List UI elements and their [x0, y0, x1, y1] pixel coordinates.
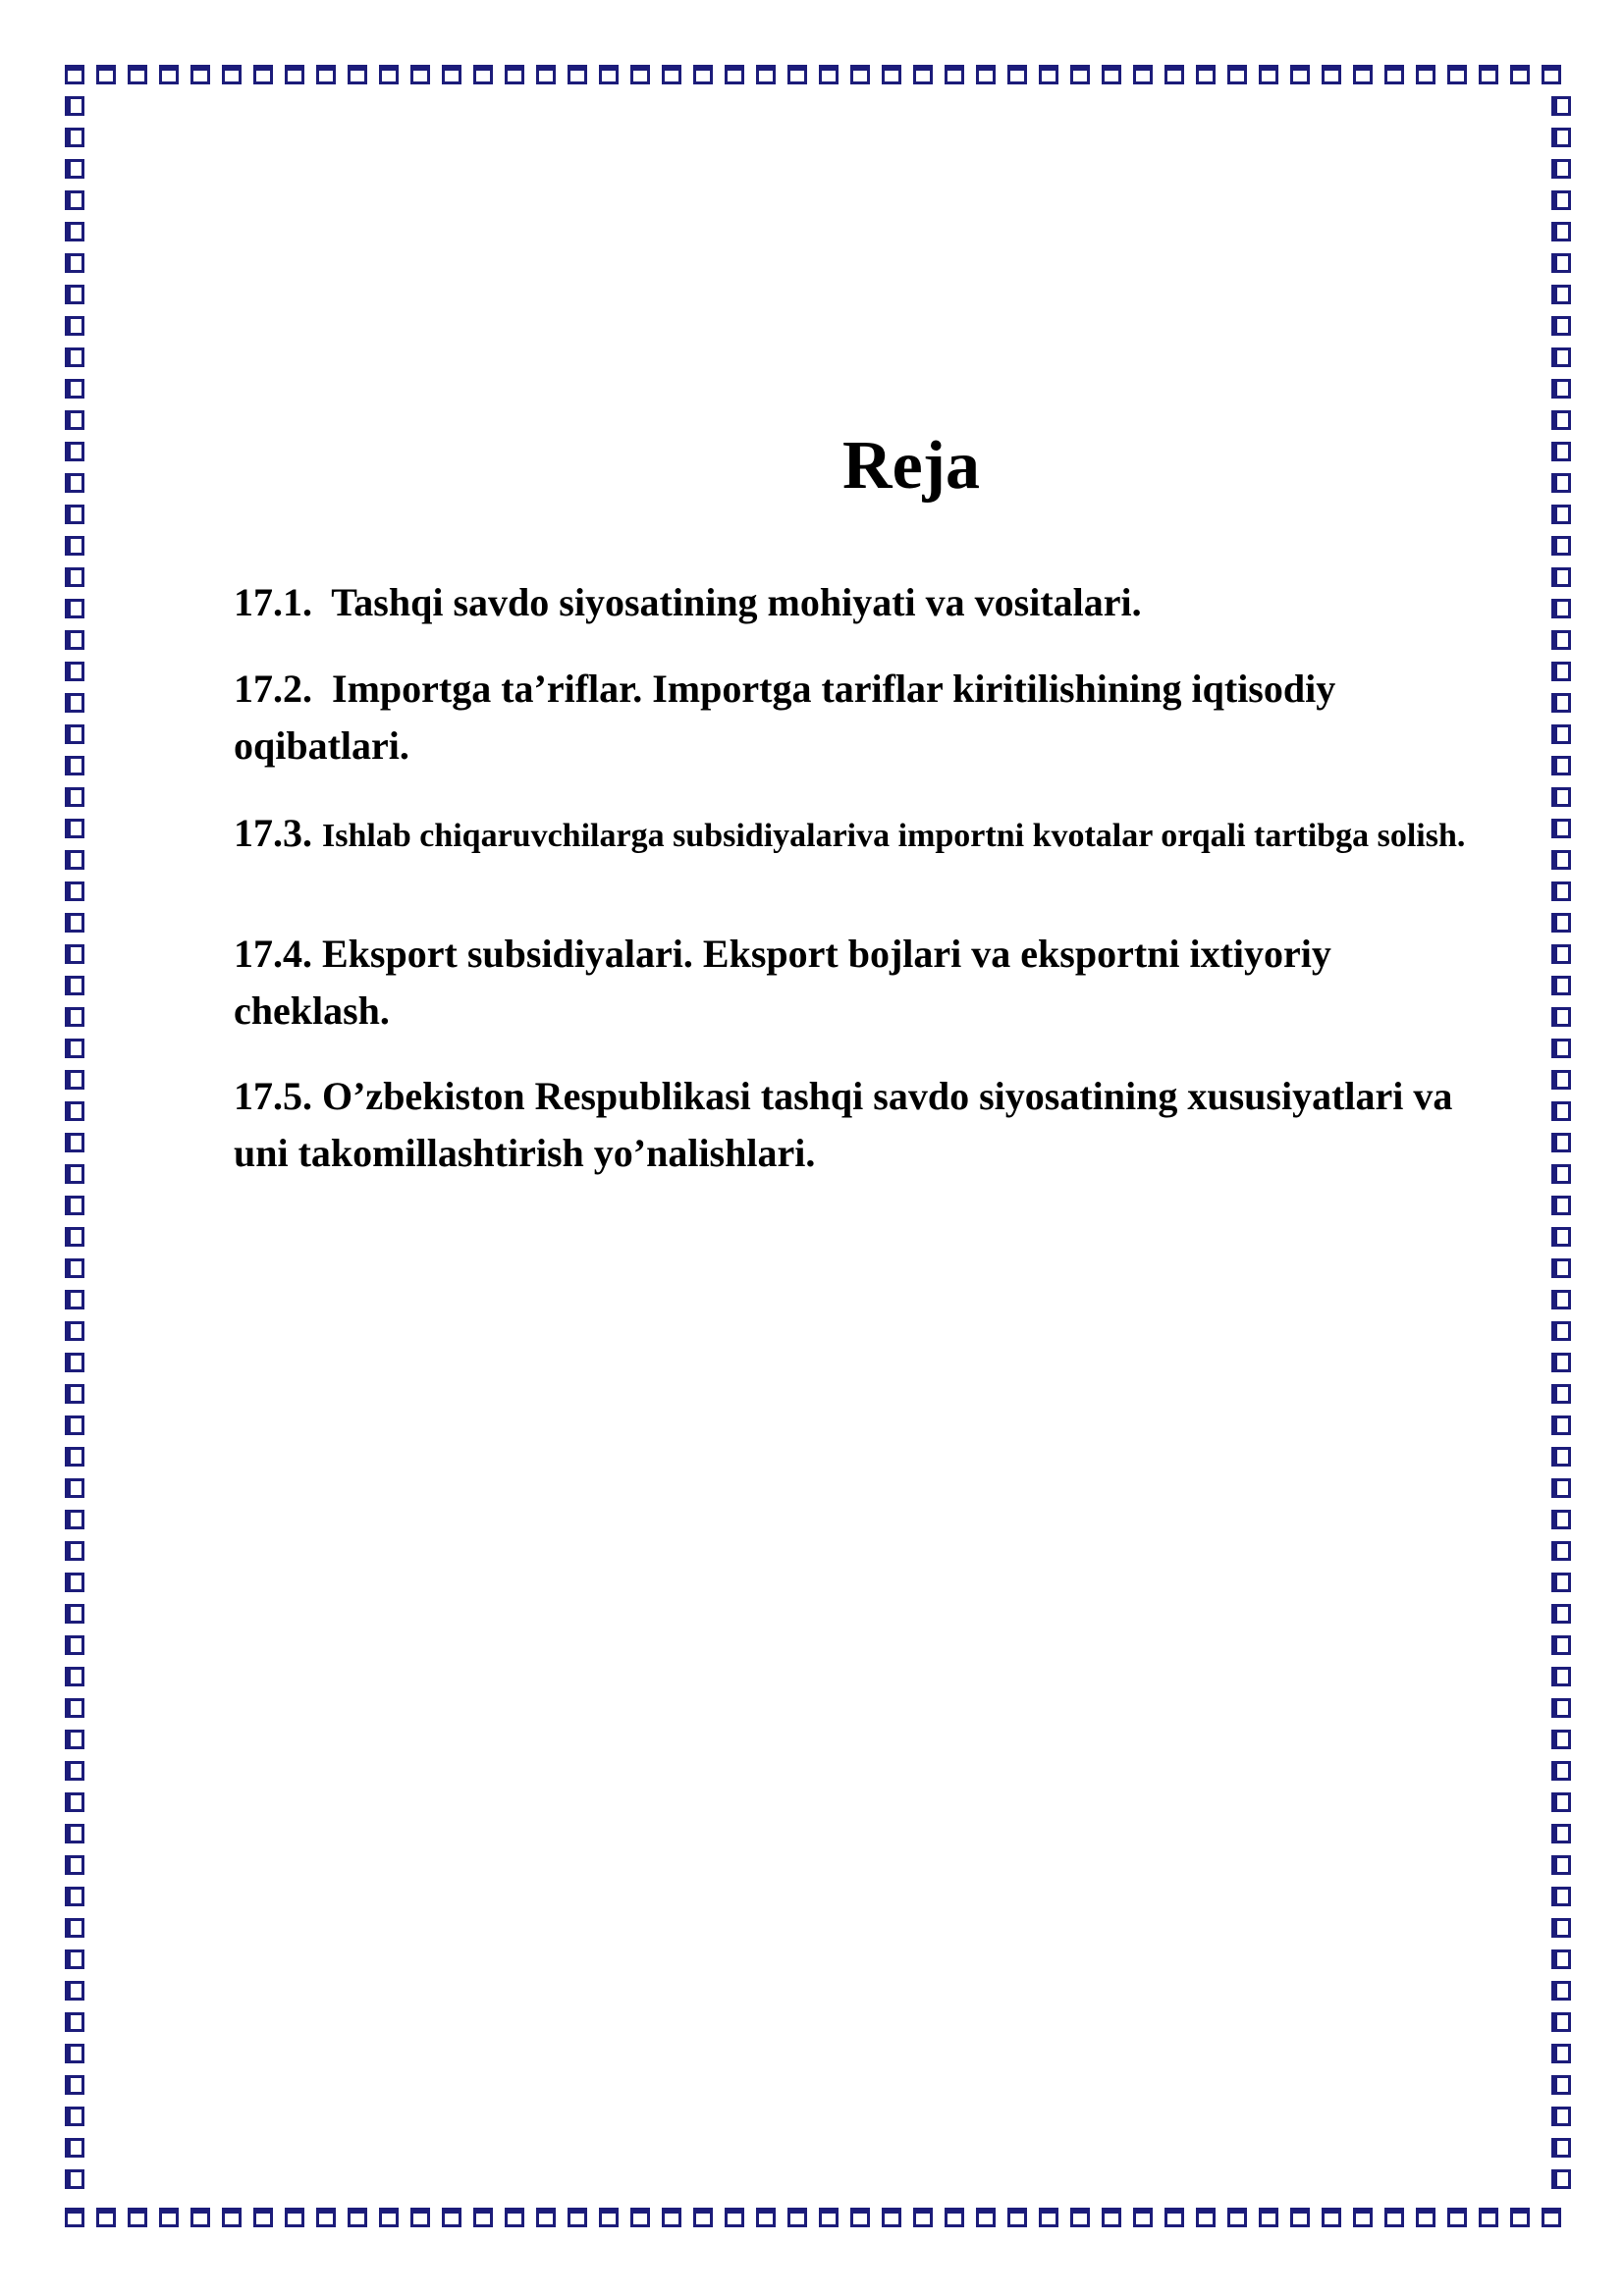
border-square	[65, 567, 83, 587]
border-square	[65, 1730, 83, 1749]
border-square	[725, 65, 744, 83]
border-square	[96, 65, 116, 83]
border-square	[1551, 253, 1570, 273]
border-square	[65, 630, 83, 650]
border-square	[65, 1761, 83, 1781]
border-square	[159, 2208, 179, 2226]
border-square	[945, 2208, 964, 2226]
border-square	[756, 2208, 776, 2226]
border-square	[253, 2208, 273, 2226]
border-square	[1551, 630, 1570, 650]
border-square	[1551, 1855, 1570, 1875]
border-square	[65, 190, 83, 210]
border-square	[1551, 96, 1570, 116]
border-square	[1447, 65, 1467, 83]
border-square	[1551, 536, 1570, 556]
border-square	[1551, 1761, 1570, 1781]
border-square	[65, 1573, 83, 1592]
border-square	[1551, 1007, 1570, 1027]
border-square	[1551, 1698, 1570, 1718]
border-square	[65, 693, 83, 713]
border-square	[65, 253, 83, 273]
plan-item-text: Tashqi savdo siyosatining mohiyati va vositalari.	[331, 580, 1142, 624]
border-square	[65, 222, 83, 241]
border-square	[693, 65, 713, 83]
border-square	[65, 1133, 83, 1152]
page-title: Reja	[842, 428, 980, 504]
border-square	[65, 1855, 83, 1875]
border-square	[1542, 2208, 1561, 2226]
border-square	[1007, 2208, 1027, 2226]
border-square	[65, 1415, 83, 1435]
border-square	[65, 379, 83, 399]
border-square	[1551, 1918, 1570, 1938]
border-square	[1551, 1039, 1570, 1058]
border-square	[65, 473, 83, 493]
border-square	[1551, 944, 1570, 964]
border-square	[442, 2208, 461, 2226]
border-square	[65, 1007, 83, 1027]
border-square	[536, 2208, 556, 2226]
border-square	[1551, 285, 1570, 304]
border-square	[65, 2138, 83, 2158]
border-square	[65, 1290, 83, 1309]
border-square	[1551, 724, 1570, 744]
border-square	[65, 1510, 83, 1529]
border-square	[1384, 65, 1404, 83]
border-square	[65, 2208, 84, 2226]
border-square	[1551, 1290, 1570, 1309]
border-square	[1416, 65, 1435, 83]
border-square	[819, 65, 839, 83]
border-square	[285, 65, 304, 83]
border-square	[65, 1321, 83, 1341]
border-square	[1551, 1887, 1570, 1906]
border-square	[1102, 65, 1121, 83]
border-square	[1510, 2208, 1530, 2226]
border-square	[1551, 347, 1570, 367]
border-square	[1551, 1949, 1570, 1969]
border-square	[1551, 1353, 1570, 1372]
border-square	[1039, 2208, 1058, 2226]
border-square	[379, 65, 399, 83]
plan-item-number: 17.3.	[234, 811, 312, 855]
border-square	[1290, 65, 1310, 83]
border-square	[1551, 662, 1570, 681]
border-square	[1510, 65, 1530, 83]
plan-item-17-3	[234, 810, 1490, 860]
border-square	[1196, 2208, 1216, 2226]
border-square	[662, 65, 681, 83]
border-square	[1259, 65, 1278, 83]
border-square	[693, 2208, 713, 2226]
border-square	[1551, 2169, 1570, 2189]
border-square	[379, 2208, 399, 2226]
border-square	[65, 1918, 83, 1938]
border-square	[725, 2208, 744, 2226]
border-square	[1551, 850, 1570, 870]
plan-item-text: Eksport subsidiyalari. Eksport bojlari va eksportni ixtiyoriy cheklash.	[234, 932, 1331, 1033]
border-square	[1551, 473, 1570, 493]
border-square	[65, 128, 83, 147]
border-square	[568, 65, 587, 83]
border-square	[65, 850, 83, 870]
border-square	[1551, 819, 1570, 838]
plan-item-17-4	[234, 926, 1490, 1040]
border-square	[65, 2012, 83, 2032]
border-square	[65, 316, 83, 336]
plan-item-text: Importga ta’riflar. Importga tariflar kiritilishining iqtisodiy oqibatlari.	[234, 667, 1336, 768]
border-square	[1551, 316, 1570, 336]
border-square	[1133, 2208, 1153, 2226]
border-square	[65, 944, 83, 964]
plan-item-number: 17.1.	[234, 580, 312, 624]
border-square	[1551, 190, 1570, 210]
border-square	[1551, 567, 1570, 587]
border-square	[65, 1949, 83, 1969]
border-square	[913, 2208, 933, 2226]
border-square	[1259, 2208, 1278, 2226]
border-square	[65, 1541, 83, 1561]
border-square	[1479, 2208, 1498, 2226]
border-square	[599, 65, 619, 83]
border-square	[1551, 1447, 1570, 1467]
border-square	[1551, 1510, 1570, 1529]
plan-item-17-5	[234, 1068, 1490, 1182]
border-square	[1551, 1824, 1570, 1843]
border-square	[473, 65, 493, 83]
border-square	[65, 1164, 83, 1184]
border-square	[1551, 128, 1570, 147]
border-square	[316, 2208, 336, 2226]
border-square	[65, 1887, 83, 1906]
border-square	[1290, 2208, 1310, 2226]
border-square	[1551, 1478, 1570, 1498]
border-square	[1164, 65, 1184, 83]
border-square	[65, 505, 83, 524]
border-square	[505, 2208, 524, 2226]
border-square	[882, 65, 901, 83]
border-square	[410, 2208, 430, 2226]
border-square	[1551, 505, 1570, 524]
border-square	[1551, 787, 1570, 807]
plan-item-number: 17.2.	[234, 667, 312, 711]
border-square	[65, 536, 83, 556]
border-square	[190, 65, 210, 83]
border-square	[65, 410, 83, 430]
border-square	[473, 2208, 493, 2226]
border-square	[1551, 1133, 1570, 1152]
border-square	[65, 1196, 83, 1215]
border-square	[1551, 1604, 1570, 1624]
border-square	[1551, 1227, 1570, 1247]
border-square	[65, 285, 83, 304]
border-square	[1353, 2208, 1373, 2226]
border-square	[976, 2208, 996, 2226]
border-square	[65, 1478, 83, 1498]
border-square	[787, 65, 807, 83]
border-square	[1551, 1730, 1570, 1749]
border-square	[65, 1039, 83, 1058]
border-square	[128, 65, 147, 83]
border-square	[1384, 2208, 1404, 2226]
border-square	[1551, 1164, 1570, 1184]
border-square	[96, 2208, 116, 2226]
border-square	[505, 65, 524, 83]
border-square	[65, 1824, 83, 1843]
border-square	[1542, 65, 1561, 83]
border-square	[65, 1981, 83, 2001]
border-square	[65, 65, 84, 83]
border-square	[1039, 65, 1058, 83]
border-square	[536, 65, 556, 83]
border-square	[65, 96, 83, 116]
border-square	[65, 347, 83, 367]
border-square	[1551, 410, 1570, 430]
border-square	[65, 442, 83, 461]
border-square	[65, 2107, 83, 2126]
border-square	[945, 65, 964, 83]
border-square	[913, 65, 933, 83]
border-square	[65, 1792, 83, 1812]
border-square	[662, 2208, 681, 2226]
border-square	[65, 599, 83, 618]
border-square	[1551, 913, 1570, 933]
border-square	[1133, 65, 1153, 83]
border-square	[65, 1384, 83, 1404]
plan-item-text: Ishlab chiqaruvchilarga subsidiyalariva importni kvotalar orqali tartibga solish.	[322, 818, 1466, 854]
plan-item-number: 17.5.	[234, 1074, 312, 1118]
border-square	[1551, 159, 1570, 179]
border-square	[1551, 599, 1570, 618]
border-square	[1007, 65, 1027, 83]
border-square	[1227, 65, 1247, 83]
border-square	[65, 1698, 83, 1718]
border-square	[882, 2208, 901, 2226]
border-square	[65, 1447, 83, 1467]
border-square	[1551, 1415, 1570, 1435]
plan-item-17-1	[234, 574, 1490, 631]
border-square	[850, 2208, 870, 2226]
border-square	[190, 2208, 210, 2226]
border-square	[1447, 2208, 1467, 2226]
border-square	[222, 65, 242, 83]
border-square	[442, 65, 461, 83]
plan-item-text: O’zbekiston Respublikasi tashqi savdo siyosatining xususiyatlari va uni takomillashtirish yo’nalishlari.	[234, 1074, 1453, 1175]
border-square	[1551, 1541, 1570, 1561]
border-square	[65, 159, 83, 179]
border-square	[1551, 693, 1570, 713]
border-square	[159, 65, 179, 83]
border-square	[253, 65, 273, 83]
border-square	[1551, 1981, 1570, 2001]
border-square	[65, 1227, 83, 1247]
border-square	[65, 976, 83, 995]
border-square	[65, 1635, 83, 1655]
border-square	[1551, 442, 1570, 461]
border-square	[1479, 65, 1498, 83]
border-square	[1551, 1196, 1570, 1215]
border-square	[1551, 1384, 1570, 1404]
border-square	[65, 724, 83, 744]
border-square	[1322, 2208, 1341, 2226]
border-square	[1227, 2208, 1247, 2226]
plan-item-number: 17.4.	[234, 932, 312, 976]
border-square	[65, 819, 83, 838]
border-square	[1551, 379, 1570, 399]
border-square	[1551, 222, 1570, 241]
border-square	[1551, 756, 1570, 775]
border-square	[222, 2208, 242, 2226]
border-square	[1416, 2208, 1435, 2226]
border-square	[1070, 2208, 1090, 2226]
border-square	[1551, 2044, 1570, 2063]
border-square	[1551, 1101, 1570, 1121]
border-square	[65, 1604, 83, 1624]
border-square	[787, 2208, 807, 2226]
border-square	[1551, 1667, 1570, 1686]
border-square	[65, 787, 83, 807]
border-square	[65, 1070, 83, 1090]
border-square	[1551, 1573, 1570, 1592]
border-square	[1551, 1321, 1570, 1341]
border-square	[1353, 65, 1373, 83]
border-square	[1551, 2107, 1570, 2126]
border-square	[1551, 1258, 1570, 1278]
border-square	[1070, 65, 1090, 83]
border-square	[1551, 1792, 1570, 1812]
border-square	[128, 2208, 147, 2226]
border-square	[630, 65, 650, 83]
border-square	[65, 1667, 83, 1686]
border-square	[348, 65, 367, 83]
border-square	[1196, 65, 1216, 83]
border-square	[1322, 65, 1341, 83]
border-square	[1551, 976, 1570, 995]
border-square	[65, 2075, 83, 2095]
border-square	[65, 2169, 83, 2189]
border-square	[1551, 2012, 1570, 2032]
border-square	[65, 1353, 83, 1372]
border-square	[65, 1258, 83, 1278]
border-square	[410, 65, 430, 83]
border-square	[1551, 2075, 1570, 2095]
border-square	[1551, 1635, 1570, 1655]
border-square	[348, 2208, 367, 2226]
border-square	[630, 2208, 650, 2226]
border-square	[65, 881, 83, 901]
border-square	[1551, 2138, 1570, 2158]
border-square	[1551, 1070, 1570, 1090]
border-square	[976, 65, 996, 83]
border-square	[819, 2208, 839, 2226]
border-square	[599, 2208, 619, 2226]
border-square	[568, 2208, 587, 2226]
border-square	[65, 756, 83, 775]
border-square	[756, 65, 776, 83]
border-square	[65, 2044, 83, 2063]
border-square	[1102, 2208, 1121, 2226]
border-square	[1551, 881, 1570, 901]
border-square	[850, 65, 870, 83]
border-square	[65, 662, 83, 681]
plan-item-17-2	[234, 661, 1490, 774]
border-square	[285, 2208, 304, 2226]
border-square	[65, 1101, 83, 1121]
border-square	[1164, 2208, 1184, 2226]
border-square	[316, 65, 336, 83]
border-square	[65, 913, 83, 933]
